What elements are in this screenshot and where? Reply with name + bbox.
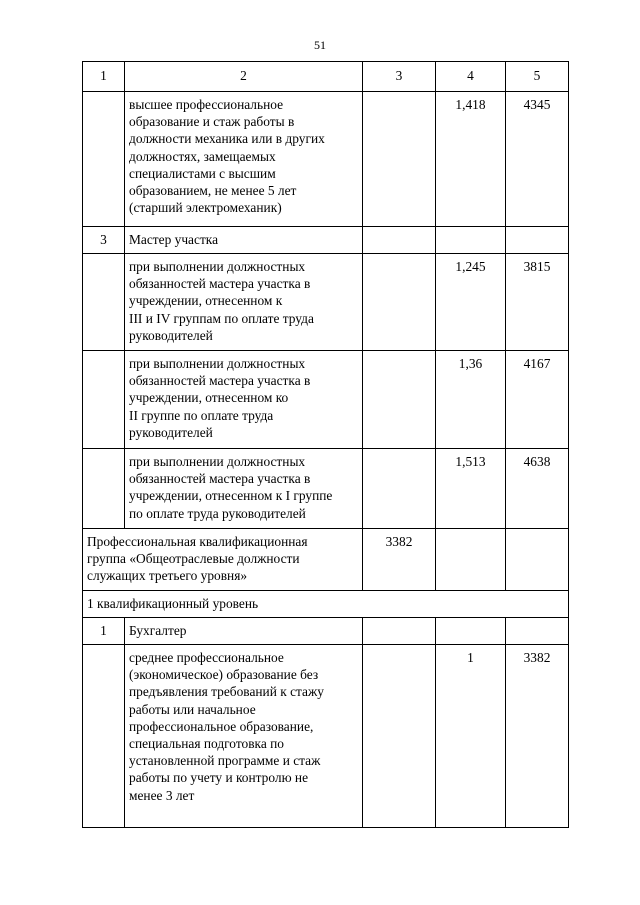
table-header-row	[83, 62, 569, 92]
row-base-salary	[363, 618, 436, 645]
table-row	[83, 351, 569, 449]
group-row	[83, 529, 569, 591]
header-cell-3: 3	[363, 62, 436, 92]
row-salary: 4167	[506, 351, 569, 449]
row-number	[83, 92, 125, 227]
row-coefficient: 1,36	[436, 351, 506, 449]
row-coefficient: 1	[436, 645, 506, 828]
level-row	[83, 591, 569, 618]
group-base-salary: 3382	[363, 529, 436, 591]
table-row	[83, 645, 569, 828]
row-description: Мастер участка	[125, 227, 363, 254]
row-coefficient: 1,245	[436, 254, 506, 351]
row-description: при выполнении должностных обязанностей мастера участка в учреждении, отнесенном к I группе по оплате труда руководителей	[125, 449, 363, 529]
row-base-salary	[363, 645, 436, 828]
header-cell-5: 5	[506, 62, 569, 92]
row-salary: 4345	[506, 92, 569, 227]
row-description: среднее профессиональное (экономическое) образование без предъявления требований к стажу работы или начальное профессиональное образование, специальная подготовка по установленной программе и стаж работы по учету и контролю не менее 3 лет	[125, 645, 363, 828]
row-salary	[506, 618, 569, 645]
level-label: 1 квалификационный уровень	[83, 591, 569, 618]
row-base-salary	[363, 449, 436, 529]
group-salary	[506, 529, 569, 591]
row-coefficient: 1,513	[436, 449, 506, 529]
group-coefficient	[436, 529, 506, 591]
group-label: Профессиональная квалификационная группа «Общеотраслевые должности служащих третьего уровня»	[83, 529, 363, 591]
row-salary: 3382	[506, 645, 569, 828]
row-number	[83, 645, 125, 828]
table-row	[83, 449, 569, 529]
row-number	[83, 351, 125, 449]
header-cell-1: 1	[83, 62, 125, 92]
row-base-salary	[363, 351, 436, 449]
header-cell-4: 4	[436, 62, 506, 92]
table-row	[83, 618, 569, 645]
row-base-salary	[363, 227, 436, 254]
table-row	[83, 92, 569, 227]
row-coefficient: 1,418	[436, 92, 506, 227]
row-number: 1	[83, 618, 125, 645]
row-number: 3	[83, 227, 125, 254]
row-salary: 3815	[506, 254, 569, 351]
row-base-salary	[363, 254, 436, 351]
row-description: при выполнении должностных обязанностей мастера участка в учреждении, отнесенном ко II группе по оплате труда руководителей	[125, 351, 363, 449]
table-row	[83, 254, 569, 351]
row-coefficient	[436, 618, 506, 645]
salary-table	[82, 61, 569, 828]
table-row	[83, 227, 569, 254]
row-description: высшее профессиональное образование и стаж работы в должности механика или в других должностях, замещаемых специалистами с высшим образованием, не менее 5 лет (старший электромеханик)	[125, 92, 363, 227]
row-coefficient	[436, 227, 506, 254]
row-number	[83, 449, 125, 529]
row-number	[83, 254, 125, 351]
row-description: при выполнении должностных обязанностей мастера участка в учреждении, отнесенном к III и IV группам по оплате труда руководителей	[125, 254, 363, 351]
header-cell-2: 2	[125, 62, 363, 92]
row-base-salary	[363, 92, 436, 227]
row-salary: 4638	[506, 449, 569, 529]
row-description: Бухгалтер	[125, 618, 363, 645]
page-number: 51	[314, 38, 326, 52]
row-salary	[506, 227, 569, 254]
